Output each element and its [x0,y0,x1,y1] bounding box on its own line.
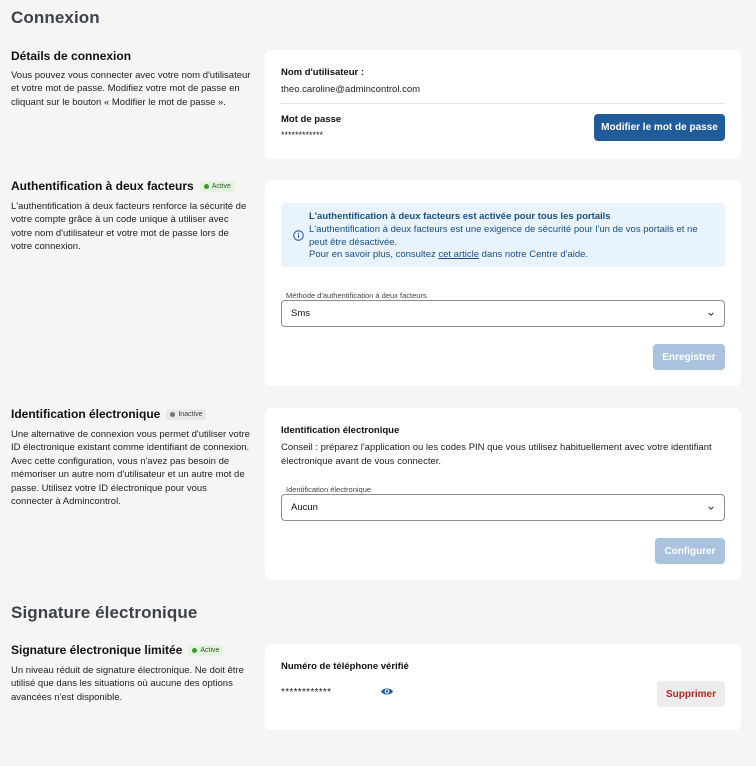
two-factor-method-label: Méthode d'authentification à deux facteurs [286,291,427,300]
info-text [309,224,715,262]
username-label: Nom d'utilisateur : [281,67,365,78]
eid-tip: Conseil : préparez l'application ou les codes PIN que vous utilisez habituellement avec votre identifiant électronique avant de vous connecter. [281,442,712,467]
login-details-card [265,50,741,159]
limited-signature-title [11,643,223,657]
info-line-2 [309,249,715,262]
status-badge-label: Active [211,182,231,190]
chevron-down-icon [707,310,715,318]
status-dot-icon [170,412,175,417]
limited-signature-title-text: Signature électronique limitée [11,643,183,657]
limited-signature-description: Un niveau réduit de signature électronique. Ne doit être utilisé que dans les situations où aucune des options avancées n'est disponible. [11,665,244,703]
divider [281,103,725,104]
username-value: theo.caroline@admincontrol.com [281,84,421,95]
login-details-title [11,49,131,63]
status-badge [166,409,206,420]
signature-heading: Signature électronique [11,603,198,622]
save-button[interactable]: Enregistrer [653,344,725,370]
status-badge-label: Inactive [178,410,203,418]
eid-select-label: Identification électronique [286,485,372,494]
help-article-link[interactable]: cet article [438,249,480,260]
two-factor-card [265,180,741,386]
page-title: Connexion [11,8,100,27]
password-label: Mot de passe [281,114,342,125]
info-line-2-suffix: dans notre Centre d'aide. [479,249,589,260]
phone-label: Numéro de téléphone vérifié [281,661,409,672]
two-factor-info-box [281,203,725,267]
login-details-title-text: Détails de connexion [11,49,132,63]
status-dot-icon [192,648,197,653]
login-details-description: Vous pouvez vous connecter avec votre nom d'utilisateur et votre mot de passe. Modifiez votre mot de passe en cliquant sur le bouton « Modifier le mot de passe ». [11,70,251,108]
status-badge-label: Active [200,646,220,654]
two-factor-title [11,179,235,193]
two-factor-method-select[interactable] [281,300,725,327]
change-password-button[interactable]: Modifier le mot de passe [594,114,725,141]
password-value: ************ [281,130,324,140]
status-dot-icon [204,184,209,189]
phone-value: ************ [281,687,332,698]
two-factor-description: L'authentification à deux facteurs renforce la sécurité de votre compte grâce à un code unique à utiliser avec votre nom d'utilisateur et votre mot de passe lors de votre connexion. [11,201,247,253]
info-line-1: L'authentification à deux facteurs est une exigence de sécurité pour l'un de vos portails et ne peut être désactivée. [309,224,698,248]
eid-title [11,407,206,421]
eid-card-title: Identification électronique [281,425,400,436]
info-line-2-prefix: Pour en savoir plus, consultez [309,249,439,260]
eid-description: Une alternative de connexion vous permet d'utiliser votre ID électronique existant comme identifiant de connexion. Avec cette configuration, vous n'avez pas besoin de mémoriser un autre nom d'utilisateur et un autre mot de passe. Utilisez votre ID électronique pour vous connecter à Admincontrol. [11,429,250,508]
two-factor-method-value: Sms [291,308,310,319]
two-factor-title-text: Authentification à deux facteurs [11,179,194,193]
info-title: L'authentification à deux facteurs est activée pour tous les portails [309,211,611,222]
eid-select-value: Aucun [291,502,318,513]
status-badge [188,645,223,656]
chevron-down-icon [707,504,715,512]
eye-icon[interactable] [380,686,394,697]
eid-card [265,408,741,580]
eid-title-text: Identification électronique [11,407,161,421]
status-badge [200,181,235,192]
configure-button[interactable]: Configurer [655,538,725,564]
eid-select[interactable] [281,494,725,521]
limited-signature-card [265,644,741,730]
delete-button[interactable]: Supprimer [657,681,725,707]
info-circle-icon [293,230,304,241]
